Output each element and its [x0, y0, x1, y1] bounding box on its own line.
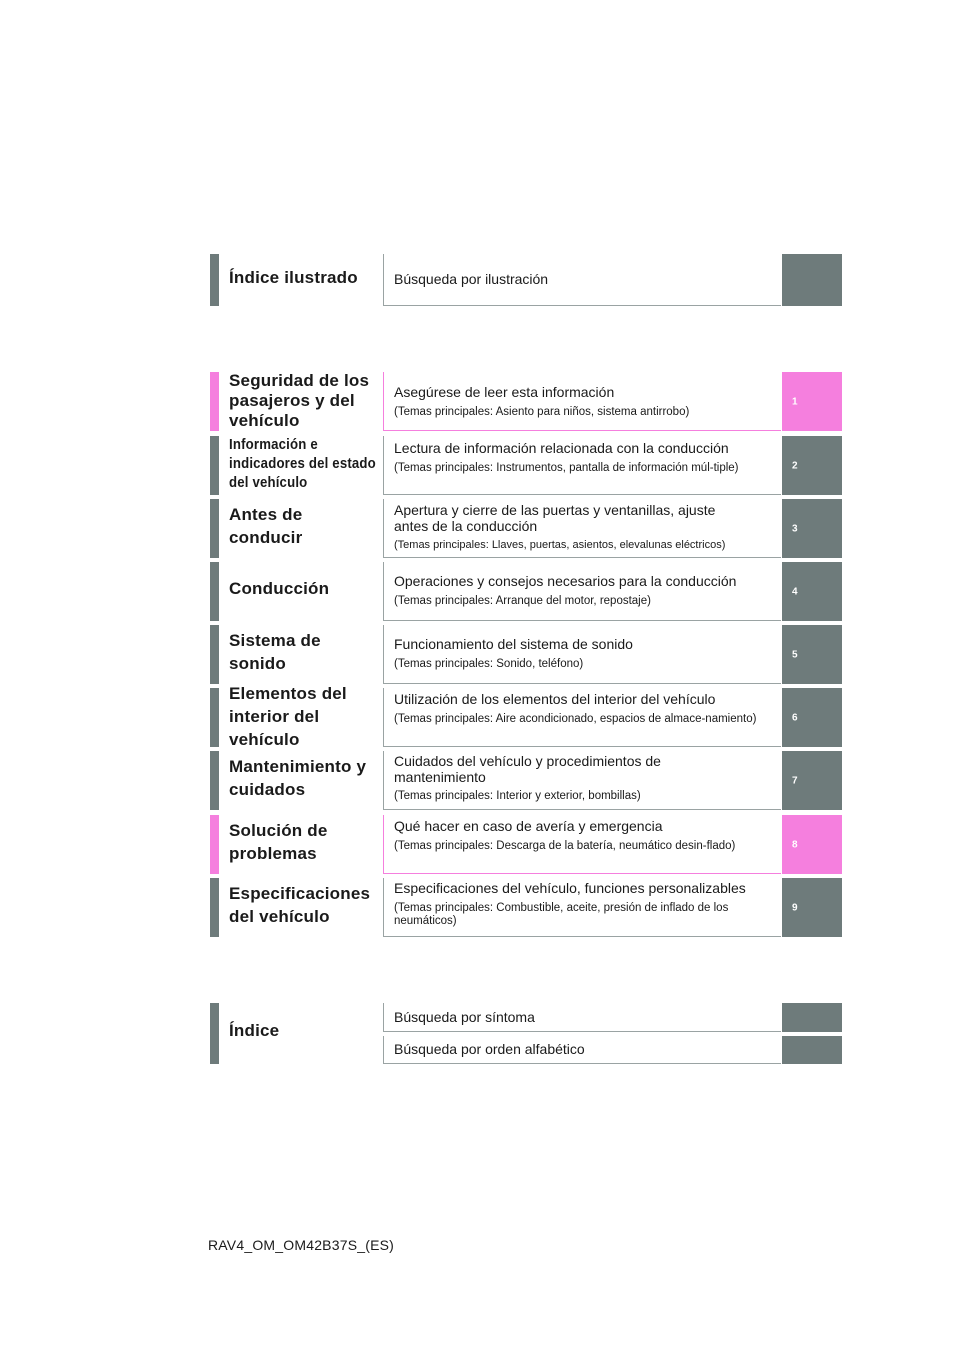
- chapter-title: Elementos del interior del vehículo: [229, 684, 347, 749]
- chapter-main-text: Operaciones y consejos necesarios para la conducción: [394, 573, 737, 589]
- chapter-2[interactable]: [210, 436, 842, 495]
- chapter-tab[interactable]: [782, 372, 842, 431]
- chapter-4[interactable]: [210, 562, 842, 621]
- chapter-main-text: Cuidados del vehículo y procedimientos de mantenimiento: [394, 753, 661, 785]
- index-item-description: [383, 1036, 781, 1064]
- chapter-main-text: Apertura y cierre de las puertas y ventanillas, ajuste antes de la conducción: [394, 502, 716, 534]
- chapter-description: [383, 751, 781, 810]
- chapter-sub-text: (Temas principales: Sonido, teléfono): [394, 658, 584, 670]
- chapter-title: Sistema de sonido: [229, 631, 321, 673]
- chapter-number: 7: [792, 775, 798, 786]
- chapter-bar: [210, 625, 219, 684]
- index-item-symptom[interactable]: [210, 1003, 842, 1032]
- chapter-bar: [210, 878, 219, 937]
- section-bar: [210, 254, 219, 306]
- chapter-description: [383, 625, 781, 684]
- chapter-sub-text: (Temas principales: Arranque del motor, repostaje): [394, 595, 651, 607]
- chapter-title: Mantenimiento y cuidados: [229, 757, 367, 799]
- chapter-tab[interactable]: [782, 562, 842, 621]
- chapter-main-text: Utilización de los elementos del interior del vehículo: [394, 691, 716, 707]
- chapter-9[interactable]: [210, 878, 842, 937]
- chapter-7[interactable]: [210, 751, 842, 810]
- chapter-tab[interactable]: [782, 436, 842, 495]
- section-main-text: Búsqueda por ilustración: [394, 271, 549, 287]
- chapter-sub-text: (Temas principales: Combustible, aceite, presión de inflado de los neumáticos): [394, 902, 729, 927]
- chapter-bar: [210, 815, 219, 874]
- document-code: RAV4_OM_OM42B37S_(ES): [208, 1237, 395, 1253]
- chapter-bar: [210, 372, 219, 431]
- chapter-tab[interactable]: [782, 878, 842, 937]
- chapter-number: 5: [792, 649, 798, 660]
- chapter-title: Conducción: [229, 579, 330, 598]
- chapter-main-text: Asegúrese de leer esta información: [394, 384, 615, 400]
- chapter-tab[interactable]: [782, 625, 842, 684]
- chapter-sub-text: (Temas principales: Descarga de la batería, neumático desin-flado): [394, 840, 736, 852]
- chapter-number: 6: [792, 712, 798, 723]
- section-index-illustrated[interactable]: [210, 254, 842, 306]
- chapter-title: Solución de problemas: [229, 821, 328, 863]
- chapter-sub-text: (Temas principales: Llaves, puertas, asientos, elevalunas eléctricos): [394, 539, 726, 551]
- chapter-bar: [210, 562, 219, 621]
- chapter-description: [383, 436, 781, 495]
- chapter-main-text: Especificaciones del vehículo, funciones personalizables: [394, 880, 746, 896]
- chapter-description: [383, 372, 781, 431]
- chapter-sub-text: (Temas principales: Asiento para niños, sistema antirrobo): [394, 406, 690, 418]
- chapter-description: [383, 815, 781, 874]
- index-item-alphabetical[interactable]: [210, 1036, 842, 1064]
- chapter-sub-text: (Temas principales: Instrumentos, pantalla de información múl-tiple): [394, 462, 739, 474]
- chapter-main-text: Qué hacer en caso de avería y emergencia: [394, 818, 663, 834]
- chapter-1[interactable]: [210, 372, 842, 431]
- chapter-number: 8: [792, 839, 798, 850]
- section-title: Índice ilustrado: [229, 268, 358, 287]
- section-description: [383, 254, 781, 306]
- chapter-bar: [210, 751, 219, 810]
- section-title: Índice: [229, 1021, 280, 1040]
- chapter-number: 9: [792, 902, 798, 913]
- chapter-title: Información e indicadores del estado del vehículo: [229, 436, 376, 491]
- chapter-title: Antes de conducir: [229, 505, 303, 547]
- index-item-description: [383, 1003, 781, 1032]
- chapter-number: 4: [792, 586, 798, 597]
- chapter-main-text: Lectura de información relacionada con la conducción: [394, 440, 729, 456]
- chapter-6[interactable]: [210, 684, 842, 749]
- section-tab[interactable]: [782, 254, 842, 306]
- chapter-bar: [210, 436, 219, 495]
- chapter-number: 1: [792, 396, 798, 407]
- chapter-bar: [210, 499, 219, 558]
- chapter-description: [383, 499, 781, 558]
- chapter-bar: [210, 688, 219, 747]
- chapter-description: [383, 878, 781, 937]
- chapter-sub-text: (Temas principales: Aire acondicionado, espacios de almace-namiento): [394, 713, 757, 725]
- chapter-description: [383, 688, 781, 747]
- chapter-tab[interactable]: [782, 499, 842, 558]
- chapter-tab[interactable]: [782, 688, 842, 747]
- chapter-3[interactable]: [210, 499, 842, 558]
- chapter-title: Seguridad de los pasajeros y del vehículo: [229, 371, 370, 430]
- index-item-text: Búsqueda por orden alfabético: [394, 1041, 585, 1057]
- chapter-sub-text: (Temas principales: Interior y exterior, bombillas): [394, 790, 641, 802]
- chapter-title: Especificaciones del vehículo: [229, 884, 371, 926]
- chapter-main-text: Funcionamiento del sistema de sonido: [394, 636, 633, 652]
- index-item-text: Búsqueda por síntoma: [394, 1009, 535, 1025]
- index-item-tab[interactable]: [782, 1003, 842, 1032]
- chapter-5[interactable]: [210, 625, 842, 684]
- chapter-description: [383, 562, 781, 621]
- chapter-tab[interactable]: [782, 751, 842, 810]
- index-item-tab[interactable]: [782, 1036, 842, 1064]
- chapter-number: 2: [792, 460, 798, 471]
- chapter-tab[interactable]: [782, 815, 842, 874]
- chapter-8[interactable]: [210, 815, 842, 874]
- chapter-number: 3: [792, 523, 798, 534]
